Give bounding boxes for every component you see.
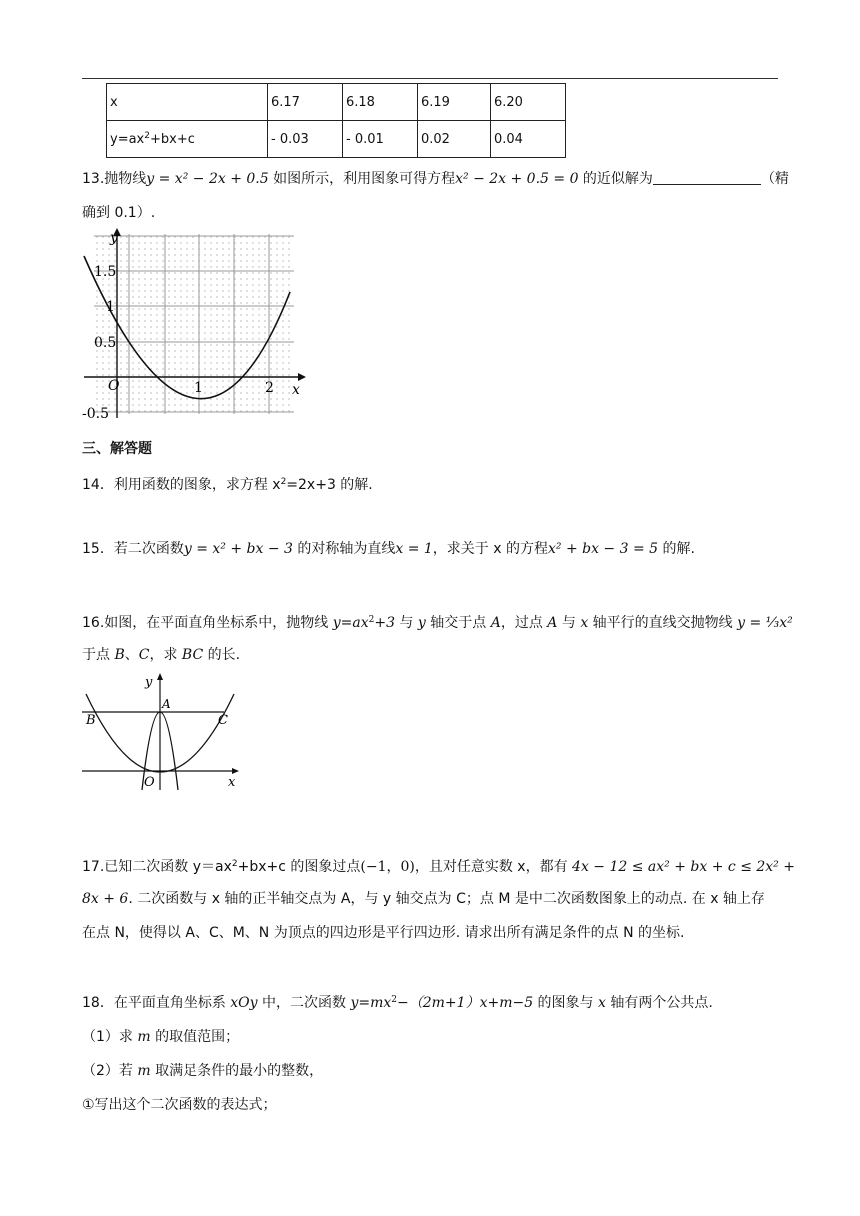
table-cell: 6.18 bbox=[343, 84, 418, 121]
tick-label: -0.5 bbox=[82, 406, 109, 420]
question-18-part2: （2）若 m 取满足条件的最小的整数， bbox=[82, 1063, 324, 1079]
table-cell: x bbox=[107, 84, 268, 121]
question-15: 15．若二次函数y = x² + bx − 3 的对称轴为直线x = 1，求关于 x 的方程x² + bx − 3 = 5 的解. bbox=[82, 541, 695, 557]
origin-label: O bbox=[144, 775, 155, 790]
tick-label: 1 bbox=[106, 299, 115, 315]
question-18: 18．在平面直角坐标系 xOy 中，二次函数 $y=mx^2-(2m+1)x+m-5$ 的图象与 x 轴有两个公共点. bbox=[82, 995, 713, 1011]
question-13-cont: 确到 0.1）. bbox=[82, 205, 156, 221]
tick-label: 1.5 bbox=[94, 264, 117, 280]
question-16: 16.如图，在平面直角坐标系中，抛物线 $y=ax^2+3$ 与 y 轴交于点 A，过点 A 与 x 轴平行的直线交抛物线 y = ⅓x² bbox=[82, 615, 793, 631]
point-a-label: A bbox=[162, 697, 171, 711]
y-axis-label: y bbox=[110, 230, 118, 246]
question-18-part1: （1）求 m 的取值范围； bbox=[82, 1029, 240, 1045]
tick-label: 2 bbox=[265, 380, 274, 396]
question-18-part2-1: ①写出这个二次函数的表达式； bbox=[82, 1097, 277, 1113]
parabola-graph-16 bbox=[82, 672, 242, 792]
table-cell: $y=ax^2+bx+c$ bbox=[107, 121, 268, 158]
x-axis-label: x bbox=[292, 382, 300, 398]
point-c-label: C bbox=[218, 713, 228, 728]
x-axis-label: x bbox=[228, 775, 236, 790]
table-cell: - 0.03 bbox=[268, 121, 343, 158]
parabola-graph-13 bbox=[82, 228, 308, 420]
answer-blank[interactable] bbox=[653, 170, 761, 185]
table-cell: 6.20 bbox=[491, 84, 566, 121]
tick-label: 1 bbox=[194, 380, 203, 396]
y-axis-label: y bbox=[145, 675, 153, 690]
header-rule bbox=[82, 78, 778, 79]
table-cell: - 0.01 bbox=[343, 121, 418, 158]
value-table bbox=[106, 83, 566, 158]
question-17-cont: 8x + 6. 二次函数与 x 轴的正半轴交点为 A，与 y 轴交点为 C；点 M 是中二次函数图象上的动点. 在 x 轴上存 bbox=[82, 891, 765, 907]
table-cell: 6.17 bbox=[268, 84, 343, 121]
origin-label: O bbox=[108, 378, 120, 394]
table-cell: 0.02 bbox=[418, 121, 491, 158]
table-row bbox=[107, 84, 566, 121]
point-b-label: B bbox=[86, 713, 96, 728]
question-16-cont: 于点 B、C，求 BC 的长. bbox=[82, 647, 241, 663]
question-14: 14．利用函数的图象，求方程 $x^2=2x+3$ 的解. bbox=[82, 477, 373, 493]
section-heading: 三、解答题 bbox=[82, 441, 152, 457]
question-17-cont2: 在点 N，使得以 A、C、M、N 为顶点的四边形是平行四边形. 请求出所有满足条件的点 N 的坐标. bbox=[82, 925, 685, 941]
question-17: 17.已知二次函数 $y=ax^2+bx+c$ 的图象过点(−1，0)，且对任意实数 x，都有 4x − 12 ≤ ax² + bx + c ≤ 2x² + bbox=[82, 859, 795, 875]
table-cell: 6.19 bbox=[418, 84, 491, 121]
tick-label: 0.5 bbox=[94, 335, 117, 351]
table-cell: 0.04 bbox=[491, 121, 566, 158]
table-row bbox=[107, 121, 566, 158]
question-13: 13.抛物线y = x² − 2x + 0.5 如图所示，利用图象可得方程x² − 2x + 0.5 = 0 的近似解为 （精 bbox=[82, 171, 789, 187]
